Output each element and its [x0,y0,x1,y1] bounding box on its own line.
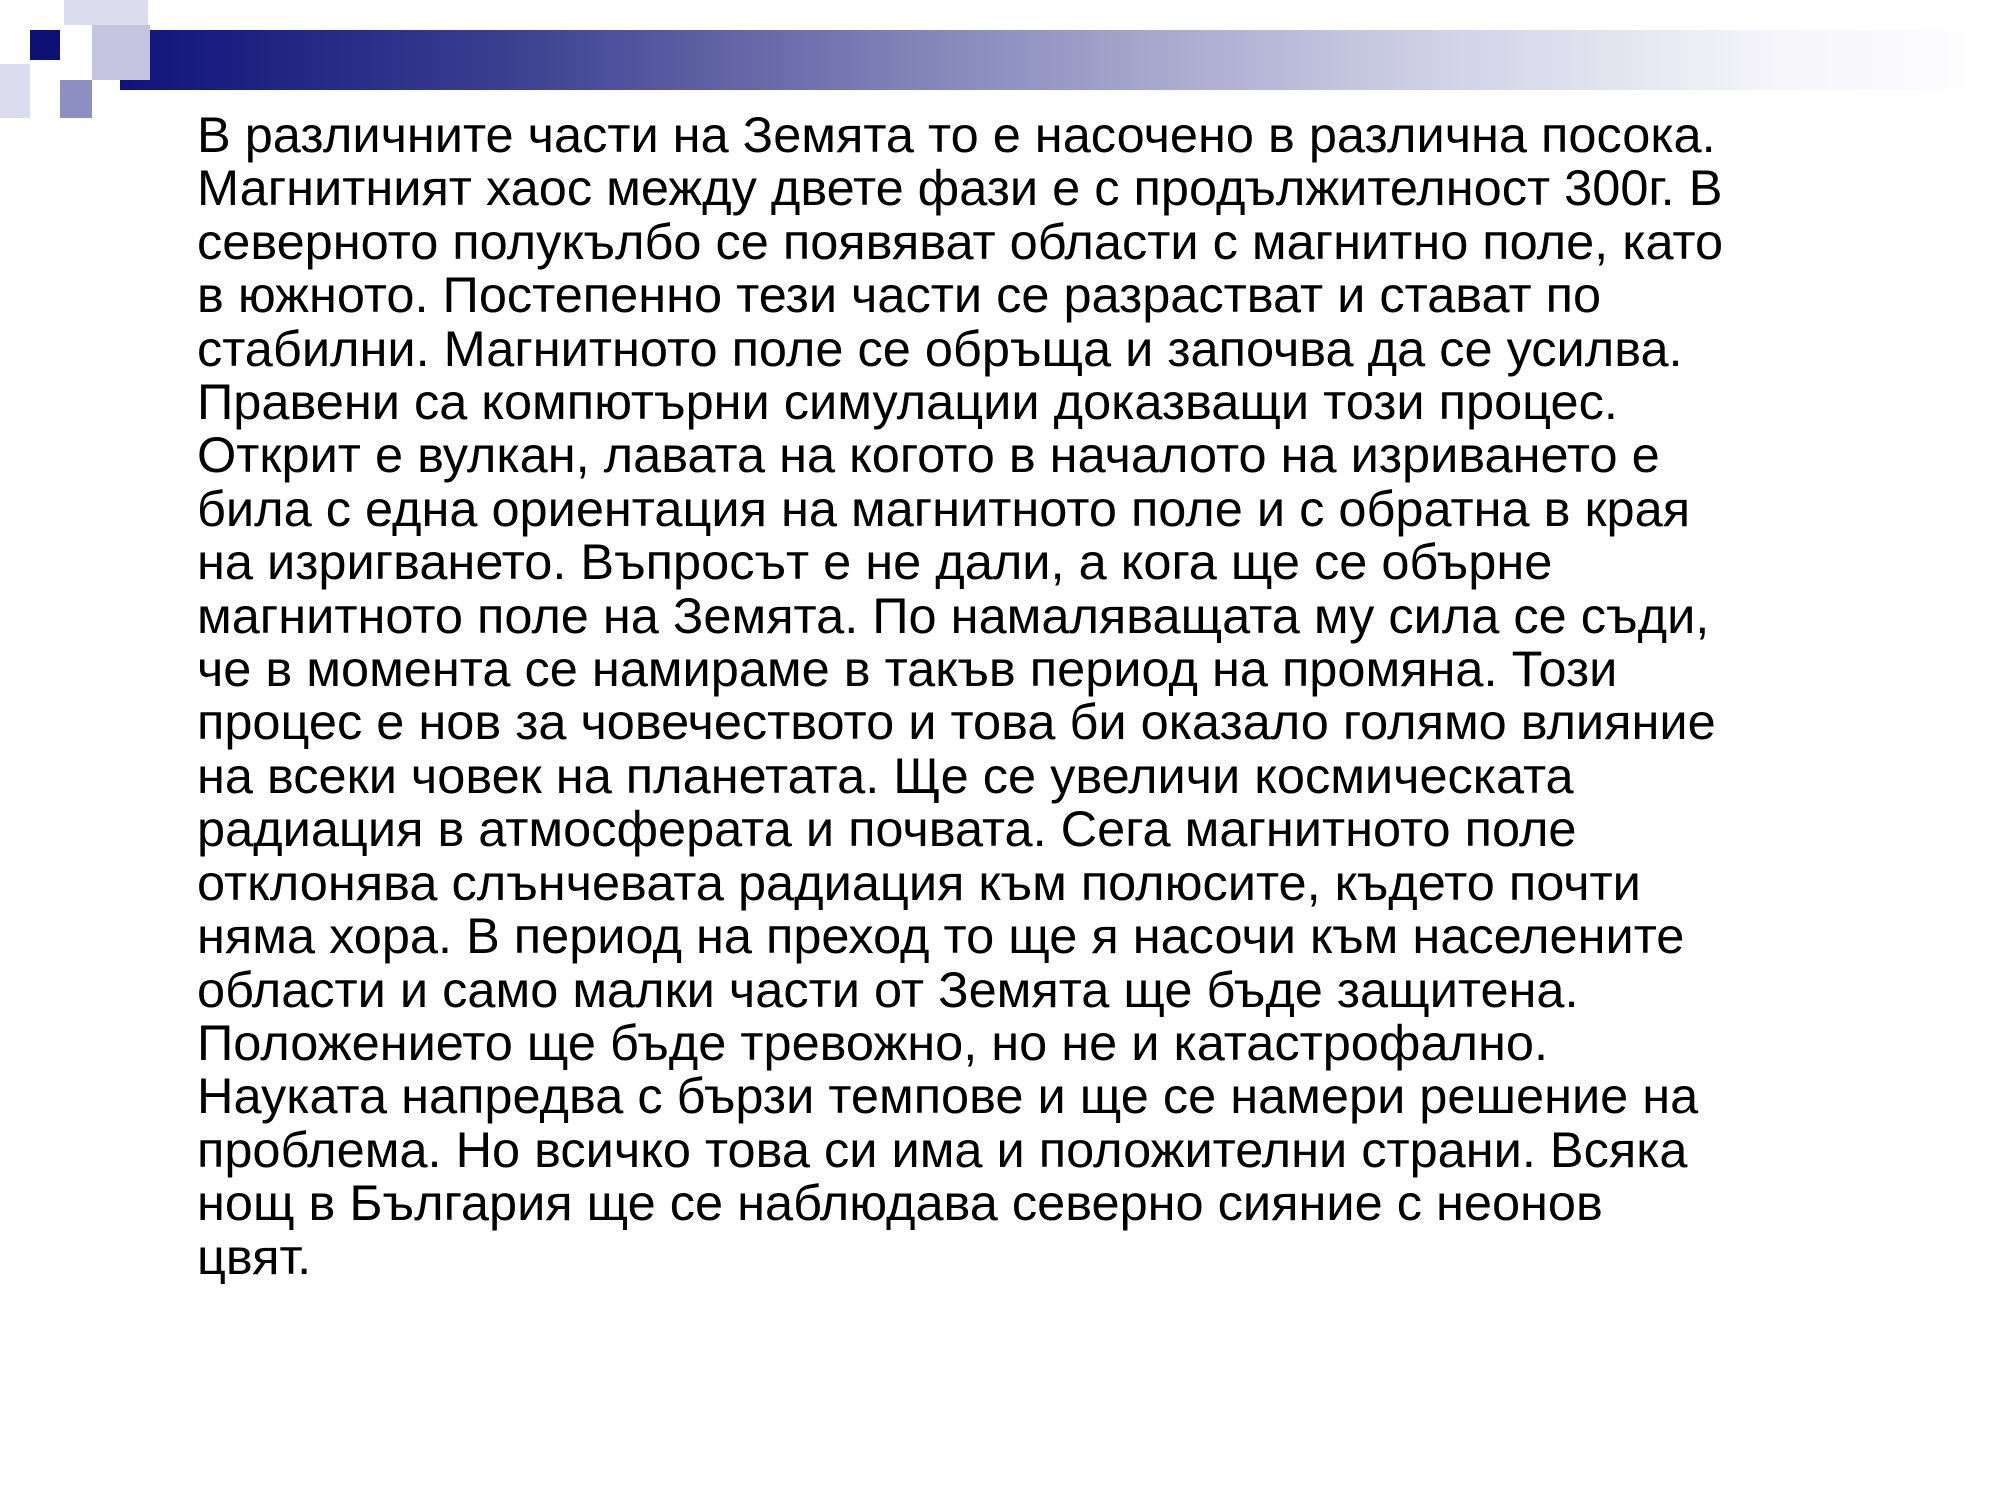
header-gradient-bar [120,30,2000,90]
header-square-decoration [0,64,30,118]
text-line: че в момента се намираме в такъв период на промяна. Този [197,640,1618,698]
text-line: процес е нов за човечеството и това би оказало голямо влияние [197,693,1716,751]
text-line: Положението ще бъде тревожно, но не и катастрофално. [197,1013,1548,1071]
text-line: радиация в атмосферата и почвата. Сега магнитното поле [197,800,1577,858]
text-line: В различните части на Земята то е насочено в различна посока. [197,106,1716,163]
header-square-decoration [60,80,92,118]
text-line: северното полукълбо се появяват области с магнитно поле, като [197,212,1724,270]
text-line: на изригването. Въпросът е не дали, а кога ще се обърне [197,533,1553,591]
header-square-decoration [30,30,60,60]
text-line: Магнитният хаос между двете фази е с продължителност 300г. В [197,159,1723,217]
text-line: области и само малки части от Земята ще бъде защитена. [197,960,1579,1018]
text-line: магнитното поле на Земята. По намаляващата му сила се съди, [197,586,1710,644]
header-square-decoration [92,25,150,80]
header-square-decoration [64,0,148,25]
text-line: Науката напредва с бързи темпове и ще се намери решение на [197,1067,1699,1125]
text-line: отклонява слънчевата радиация към полюсите, където почти [197,853,1641,911]
header-square-decoration [60,64,92,80]
header-square-decoration [30,64,60,94]
text-line: цвят. [197,1227,312,1285]
text-line: стабилни. Магнитното поле се обръща и започва да се усилва. [197,319,1683,377]
text-line: проблема. Но всичко това си има и положителни страни. Всяка [197,1120,1688,1178]
text-line: няма хора. В период на преход то ще я насочи към населените [197,907,1685,965]
text-line: в южното. Постепенно тези части се разрастват и стават по [197,266,1602,324]
text-line: Правени са компютърни симулации доказващи този процес. [197,373,1618,431]
slide-body-text [197,108,1917,1283]
text-line: нощ в България ще се наблюдава северно сияние с неонов [197,1174,1603,1232]
text-line: била с една ориентация на магнитното поле и с обратна в края [197,479,1691,537]
text-line: на всеки човек на планетата. Ще се увеличи космическата [197,746,1574,804]
text-line: Открит е вулкан, лавата на когото в началото на изриването е [197,426,1660,484]
